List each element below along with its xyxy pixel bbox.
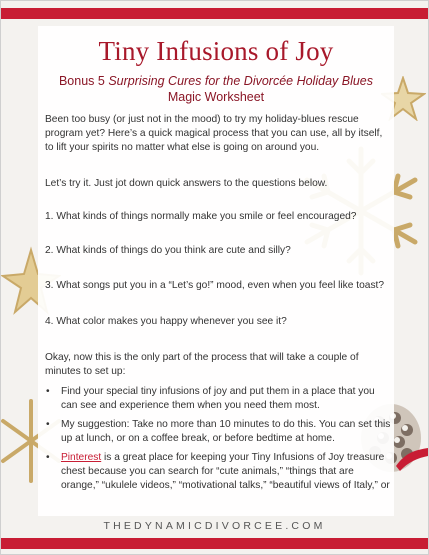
page-subtitle — [38, 74, 394, 88]
pinterest-link[interactable]: Pinterest — [61, 452, 102, 463]
bullet-1-text: Find your special tiny infusions of joy and put them in a place that you can see and experience them when you need them most. — [61, 386, 375, 411]
bullet-dot: • — [46, 419, 50, 430]
page-title: Tiny Infusions of Joy — [98, 36, 334, 66]
lets-try-paragraph: Let’s try it. Just jot down quick answers to the questions below. — [45, 178, 328, 189]
top-red-bar — [1, 8, 428, 19]
question-4: 4. What color makes you happy whenever you see it? — [45, 316, 287, 327]
bullet-3-text — [61, 451, 391, 493]
bullet-dot: • — [46, 452, 50, 463]
bullet-dot: • — [46, 386, 50, 397]
subtitle-prefix: Bonus 5 — [58, 74, 109, 88]
content-panel — [38, 26, 394, 516]
bullet-2-text: My suggestion: Take no more than 10 minutes to do this. You can set this up at lunch, or on a coffee break, or before bedtime at home. — [61, 419, 391, 444]
site-footer: THEDYNAMICDIVORCEE.COM — [103, 520, 326, 532]
bullet-3-rest: is a great place for keeping your Tiny Infusions of Joy treasure chest because you can search for “cute animals,” “things that are orange,” “ukulele videos,” “motivational talks,” “beautiful views of Italy,” or — [61, 452, 390, 491]
bottom-red-bar — [1, 538, 428, 549]
subtitle-italic: Surprising Cures for the Divorcée Holiday Blues — [108, 74, 374, 88]
setup-paragraph: Okay, now this is the only part of the process that will take a couple of minutes to set up: — [45, 352, 359, 377]
question-1: 1. What kinds of things normally make you smile or feel encouraged? — [45, 211, 357, 222]
intro-paragraph: Been too busy (or just not in the mood) to try my holiday-blues rescue program yet? Here’s a quick magical process that you can use, all by itself, to lift your spirits no matter what else is going on around you. — [45, 114, 383, 153]
page-subtitle-2: Magic Worksheet — [167, 90, 265, 104]
question-2: 2. What kinds of things do you think are cute and silly? — [45, 245, 291, 256]
question-3: 3. What songs put you in a “Let’s go!” mood, even when you feel like toast? — [45, 280, 385, 291]
red-ribbon-icon — [396, 446, 428, 471]
